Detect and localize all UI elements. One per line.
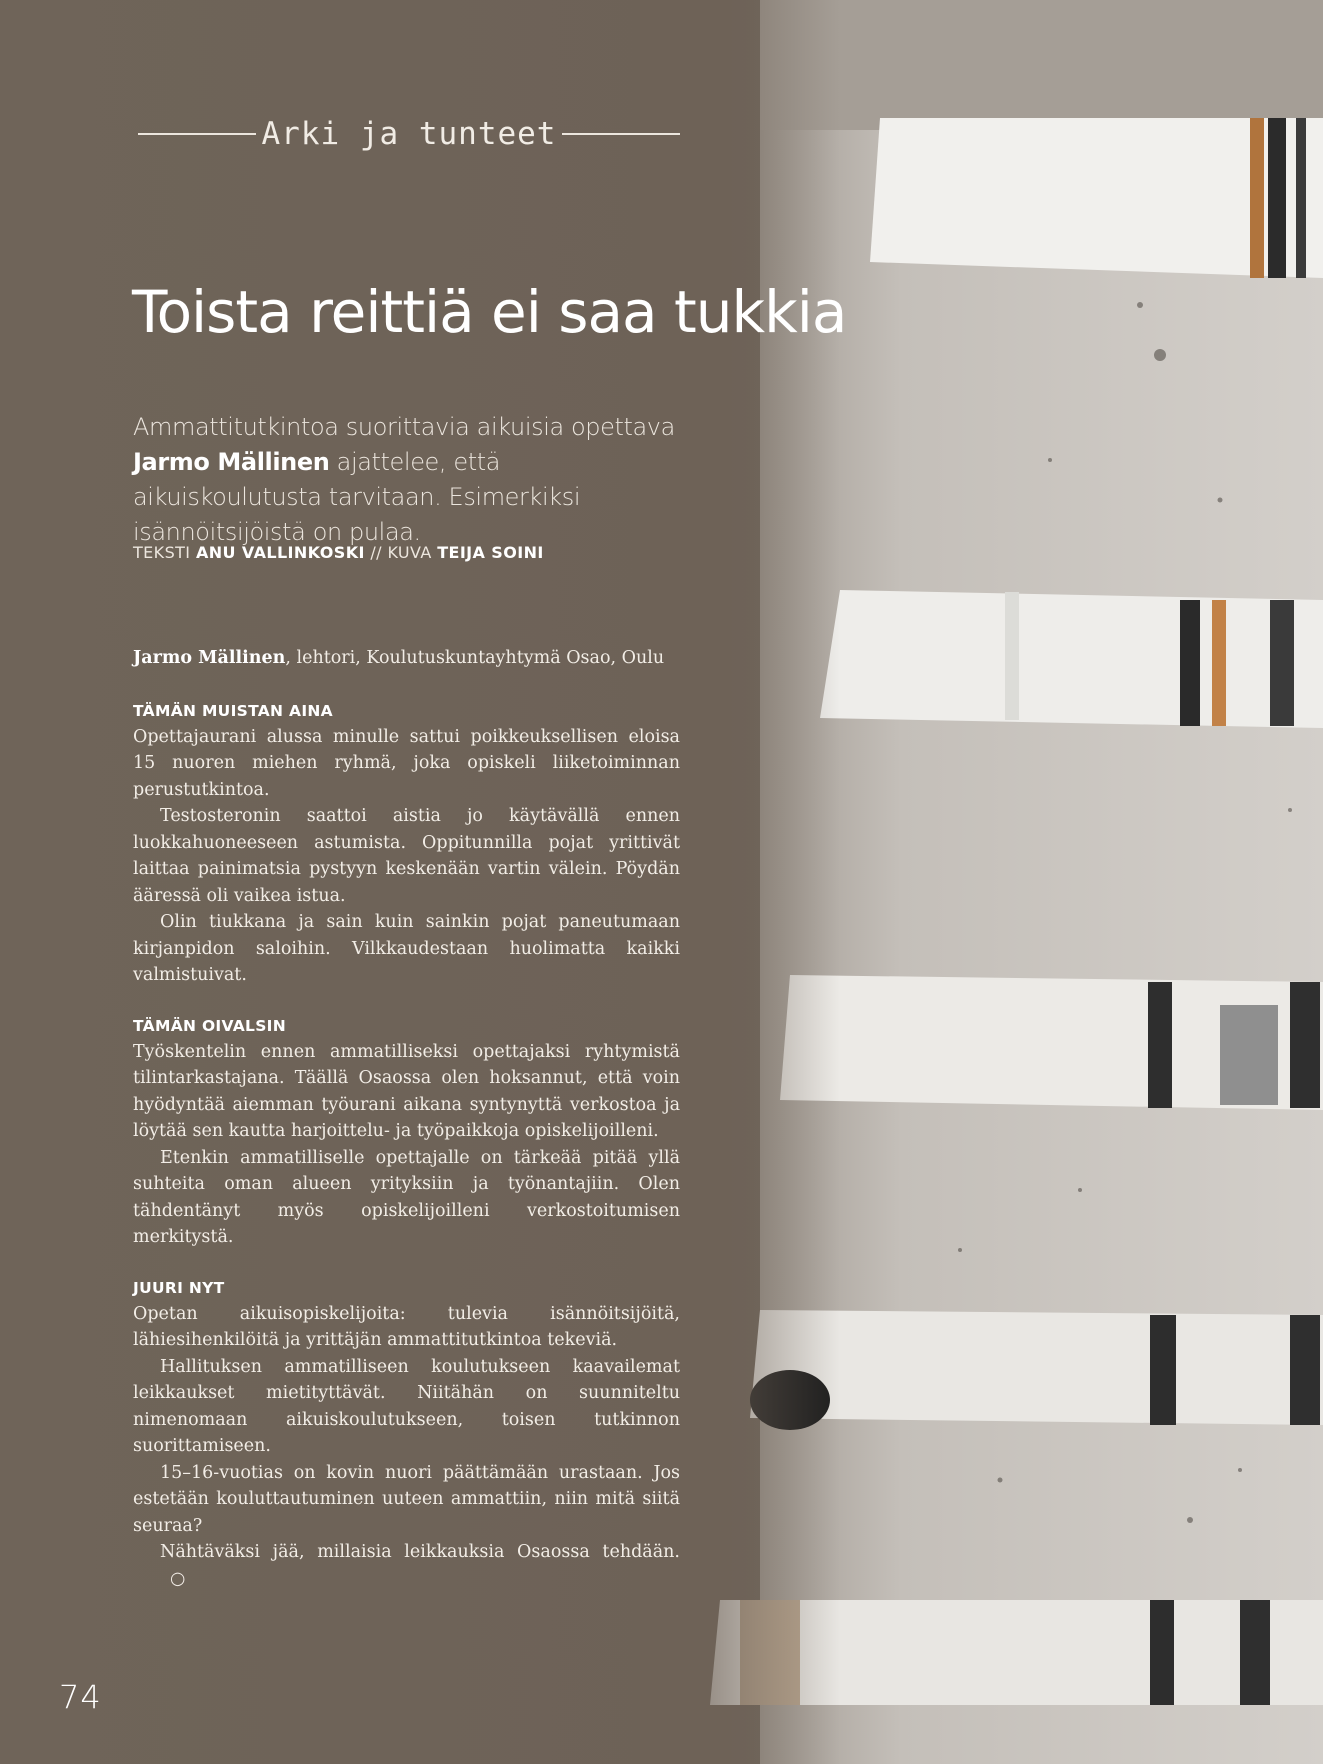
paragraph: 15–16-vuotias on kovin nuori päättämään urastaan. Jos estetään kouluttautuminen uuteen ammattiin, niin mitä siitä seuraa? (133, 1462, 680, 1536)
window-gap (820, 590, 1323, 728)
paragraph: Opetan aikuisopiskelijoita: tulevia isännöitsijöitä, lähiesihenkilöitä ja yrittäjän ammattitutkintoa tekeviä. (133, 1303, 680, 1350)
paragraph: Hallituksen ammatilliseen koulutukseen kaavailemat leikkaukset mietityttävät. Niitähän on suunniteltu nimenomaan aikuiskoulutukseen, toisen tutkinnon suorittamiseen. (133, 1356, 680, 1456)
kicker-rule-left (138, 133, 256, 135)
section-memory (133, 698, 680, 989)
window-gap (870, 118, 1323, 278)
section-title: JUURI NYT (133, 1278, 225, 1297)
person-name: Jarmo Mällinen (133, 648, 286, 668)
section-title: TÄMÄN MUISTAN AINA (133, 701, 333, 720)
paragraph-text: Nähtäväksi jää, millaisia leikkauksia Osaossa tehdään. (160, 1542, 680, 1562)
section-right-now (133, 1275, 680, 1593)
kicker-label: Arki ja tunteet (261, 116, 557, 152)
kicker-rule-right (562, 133, 680, 135)
section-insight (133, 1013, 680, 1251)
paragraph: Testosteronin saattoi aistia jo käytävällä ennen luokkahuoneeseen astumista. Oppitunnilla pojat yrittivät laittaa painimatsia pystyyn keskenään vartin välein. Pöydän ääressä oli vaikea istua. (133, 806, 680, 906)
window-gap (780, 975, 1323, 1110)
byline-separator: // (370, 543, 382, 562)
byline (133, 543, 693, 562)
lead-name: Jarmo Mällinen (133, 448, 330, 476)
paragraph: Työskentelin ennen ammatilliseksi opettajaksi ryhtymistä tilintarkastajana. Täällä Osaossa olen hoksannut, että voin hyödyntää aiemman työurani aikana syntynyttä verkostoa ja löytää sen kautta harjoittelu- ja työpaikkoja opiskelijoilleni. (133, 1041, 680, 1141)
paragraph: Olin tiukkana ja sain kuin sainkin pojat paneutumaan kirjanpidon saloihin. Vilkkaudestaan huolimatta kaikki valmistuivat. (133, 912, 680, 985)
byline-text-label: TEKSTI (133, 543, 191, 562)
end-mark-icon: ○ (170, 1568, 186, 1589)
byline-photo-author: TEIJA SOINI (437, 543, 544, 562)
article-headline: Toista reittiä ei saa tukkia (132, 277, 847, 346)
person-intro (133, 645, 680, 672)
lead-text-after: ajattelee, että aikuiskoulutusta tarvitaan. Esimerkiksi isännöitsijöistä on pulaa. (133, 448, 581, 546)
section-title: TÄMÄN OIVALSIN (133, 1016, 287, 1035)
paragraph: Etenkin ammatilliselle opettajalle on tärkeää pitää yllä suhteita oman alueen yrityksiin ja työnantajiin. Olen tähdentänyt myös opiskelijoilleni verkostoitumisen merkitystä. (133, 1147, 680, 1247)
page-number: 74 (59, 1678, 102, 1716)
lead-text-before: Ammattitutkintoa suorittavia aikuisia opettava (133, 413, 675, 441)
byline-text-author: ANU VALLINKOSKI (195, 543, 365, 562)
section-kicker (138, 110, 680, 158)
person-details: , lehtori, Koulutuskuntayhtymä Osao, Oulu (285, 648, 665, 668)
article-body (133, 645, 680, 1616)
byline-photo-label: KUVA (387, 543, 432, 562)
paragraph-last (133, 1539, 680, 1592)
paragraph: Opettajaurani alussa minulle sattui poikkeuksellisen eloisa 15 nuoren miehen ryhmä, joka opiskeli liiketoiminnan perustutkintoa. (133, 726, 680, 800)
article-lead (133, 410, 693, 550)
